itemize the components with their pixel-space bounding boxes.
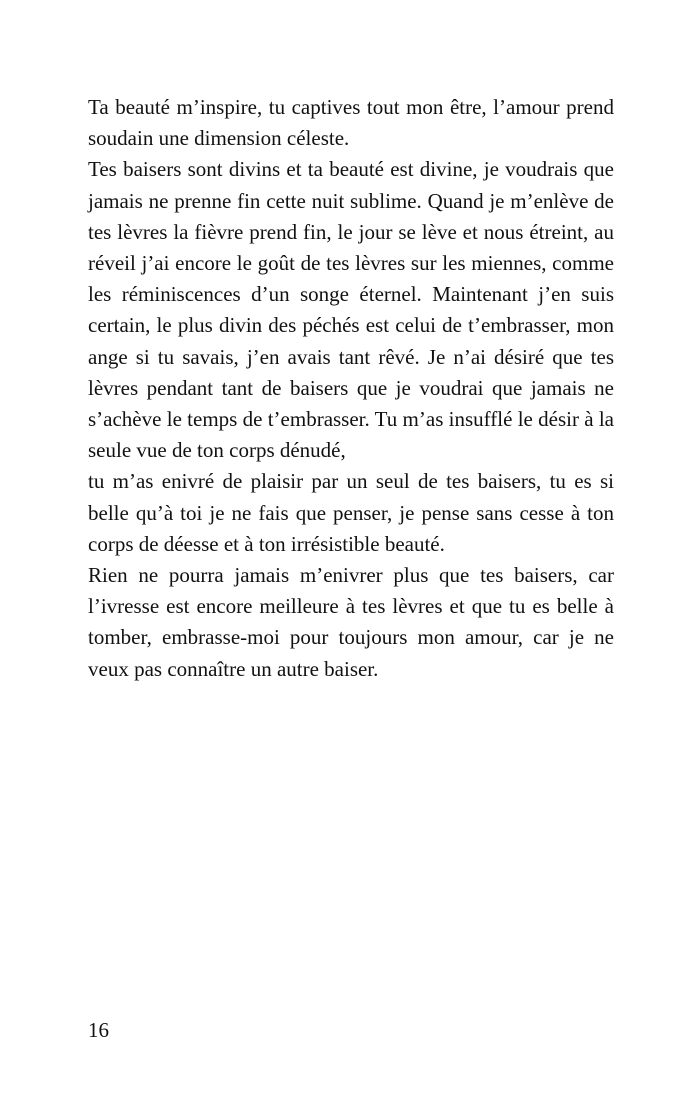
paragraph: tu m’as enivré de plaisir par un seul de tes baisers, tu es si belle qu’à toi je ne fais que penser, je pense sans cesse à ton corps de déesse et à ton irrésistible beauté. [88, 469, 614, 556]
paragraph: Ta beauté m’inspire, tu captives tout mon être, l’amour prend soudain une dimension céleste. [88, 95, 614, 151]
page-number: 16 [88, 1018, 109, 1042]
page-body [88, 92, 614, 685]
paragraph: Tes baisers sont divins et ta beauté est divine, je voudrais que jamais ne prenne fin cette nuit sublime. Quand je m’enlève de tes lèvres la fièvre prend fin, le jour se lève et nous étreint, au réveil j’ai encore le goût de tes lèvres sur les miennes, comme les réminiscences d’un songe éternel. Maintenant j’en suis certain, le plus divin des péchés est celui de t’embrasser, mon ange si tu savais, j’en avais tant rêvé. Je n’ai désiré que tes lèvres pendant tant de baisers que je voudrai que jamais ne s’achève le temps de t’embrasser. Tu m’as insufflé le désir à la seule vue de ton corps dénudé, [88, 157, 614, 463]
paragraph: Rien ne pourra jamais m’enivrer plus que tes baisers, car l’ivresse est encore meilleure à tes lèvres et que tu es belle à tomber, embrasse-moi pour toujours mon amour, car je ne veux pas connaître un autre baiser. [88, 563, 614, 681]
